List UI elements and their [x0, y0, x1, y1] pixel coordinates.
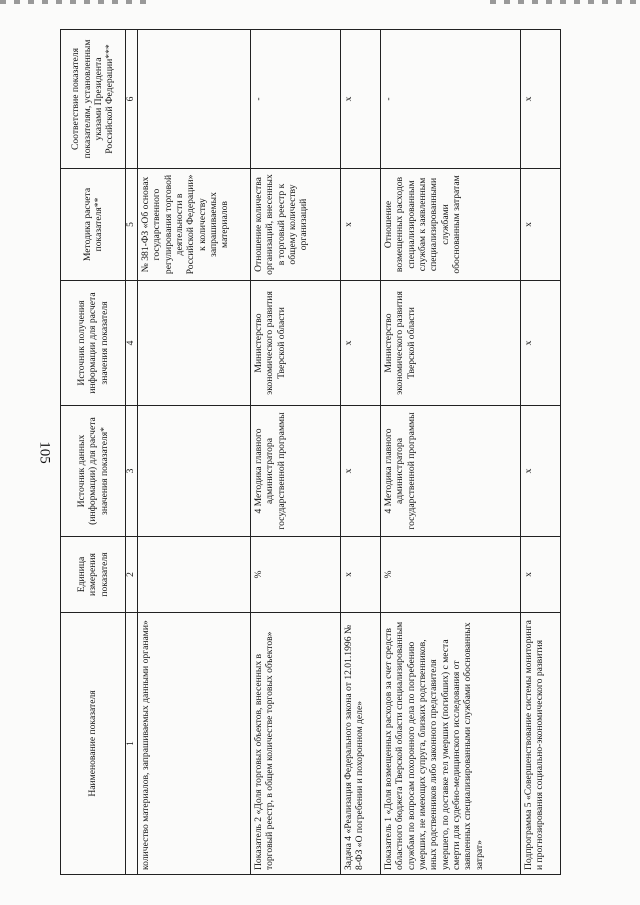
cell-data-source: x — [341, 406, 381, 537]
header-unit: Единица измерения показателя — [61, 537, 126, 613]
column-number: 3 — [126, 406, 138, 537]
header-info-source: Источник получения информации для расчета значения показателя — [61, 281, 126, 406]
cell-unit — [138, 537, 251, 613]
cell-data-source: 4 Методика главного администратора государственной программы — [251, 406, 341, 537]
column-number: 5 — [126, 169, 138, 281]
cell-info-source: Министерство экономического развития Тверской области — [381, 281, 521, 406]
column-number: 4 — [126, 281, 138, 406]
scan-edge-marks — [490, 0, 640, 4]
indicator-table — [60, 29, 561, 875]
cell-info-source — [138, 281, 251, 406]
table-row — [381, 30, 521, 875]
cell-name: Показатель 1 «Доля возмещенных расходов за счет средств областного бюджета Тверской области специализированным службам по вопросам похоронного дела по погребению умерших, не имеющих супруга, близких родственников, иных родственников либо законного представителя умершего, по доставке тел умерших (погибших) с места смерти для судебно-медицинского исследования от заявленных специализированными службами обоснованных затрат» — [381, 613, 521, 875]
header-decree: Соответствие показателя показателям, установленным указами Президента Российской Федерации*** — [61, 30, 126, 169]
table-row — [138, 30, 251, 875]
cell-decree — [138, 30, 251, 169]
cell-info-source: x — [521, 281, 561, 406]
cell-method: Отношение возмещенных расходов специализированным службам к заявленным специализированными службами обоснованным затратам — [381, 169, 521, 281]
cell-name: количество материалов, запрашиваемых данными органами» — [138, 613, 251, 875]
cell-unit: x — [341, 537, 381, 613]
cell-info-source: Министерство экономического развития Тверской области — [251, 281, 341, 406]
cell-name: Подпрограмма 5 «Совершенствование системы мониторинга и прогнозирования социально-экономического развития — [521, 613, 561, 875]
cell-unit: x — [521, 537, 561, 613]
column-number: 6 — [126, 30, 138, 169]
cell-data-source: x — [521, 406, 561, 537]
cell-name: Задача 4 «Реализация Федерального закона от 12.01.1996 № 8-ФЗ «О погребении и похоронном деле» — [341, 613, 381, 875]
cell-method: № 381-ФЗ «Об основах государственного регулирования торговой деятельности в Российской Федерации» к количеству запрашиваемых материалов — [138, 169, 251, 281]
page-number: 105 — [36, 441, 53, 464]
column-number: 2 — [126, 537, 138, 613]
table-row — [521, 30, 561, 875]
cell-decree: x — [341, 30, 381, 169]
cell-data-source: 4 Методика главного администратора государственной программы — [381, 406, 521, 537]
cell-name: Показатель 2 «Доля торговых объектов, внесенных в торговый реестр, в общем количестве торговых объектов» — [251, 613, 341, 875]
rotated-table-container — [60, 30, 578, 875]
cell-unit: % — [381, 537, 521, 613]
header-row — [61, 30, 126, 875]
column-number: 1 — [126, 613, 138, 875]
column-number-row — [126, 30, 138, 875]
cell-data-source — [138, 406, 251, 537]
header-data-source: Источник данных (информации) для расчета значения показателя* — [61, 406, 126, 537]
scan-edge-marks — [0, 0, 150, 4]
cell-method: Отношение количества организаций, внесенных в торговый реестр к общему количеству организаций — [251, 169, 341, 281]
cell-info-source: x — [341, 281, 381, 406]
cell-method: x — [341, 169, 381, 281]
table-row — [251, 30, 341, 875]
header-name: Наименование показателя — [61, 613, 126, 875]
cell-method: x — [521, 169, 561, 281]
cell-decree: - — [251, 30, 341, 169]
header-method: Методика расчета показателя** — [61, 169, 126, 281]
cell-decree: - — [381, 30, 521, 169]
cell-unit: % — [251, 537, 341, 613]
cell-decree: x — [521, 30, 561, 169]
table-row — [341, 30, 381, 875]
